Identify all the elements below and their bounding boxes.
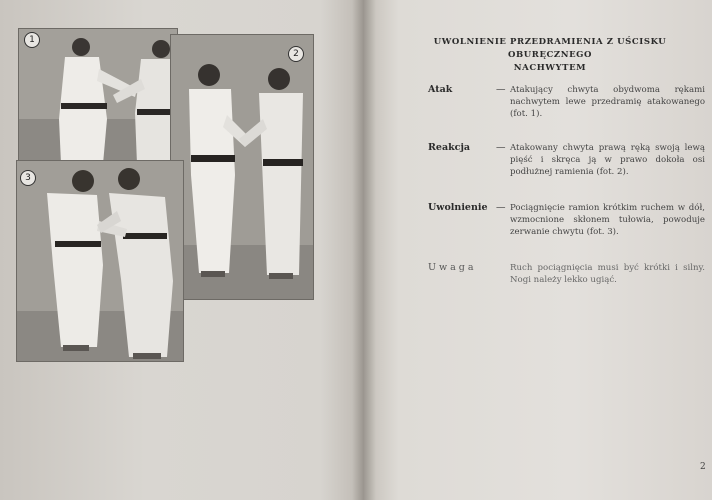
photo-2-illustration: [171, 35, 313, 299]
right-page: [364, 0, 712, 500]
section-heading-line-2: NACHWYTEM: [513, 63, 587, 73]
figure-number-1: 1: [24, 32, 40, 48]
entry-text: Pociągnięcie ramion krótkim ruchem w dół, wzmocnione skłonem tułowia, powoduje zerwanie chwytu (fot. 3).: [510, 203, 705, 237]
entry-term: Uwaga: [428, 262, 477, 273]
photo-1-illustration: [19, 29, 177, 164]
figure-number-2: 2: [288, 46, 304, 62]
figure-number-3: 3: [20, 170, 36, 186]
section-heading-line-1: UWOLNIENIE PRZEDRAMIENIA Z UŚCISKU OBURĘCZNEGO: [433, 37, 667, 60]
photo-2: [170, 34, 314, 300]
entry-term: Atak: [428, 84, 453, 95]
entry-dash: —: [496, 84, 506, 95]
entry-text: Atakowany chwyta prawą ręką swoją lewą pięść i skręca ją w prawo dokoła osi podłużnej ramienia (fot. 2).: [510, 143, 705, 177]
entry-term: Reakcja: [428, 142, 471, 153]
photo-3-illustration: [17, 161, 183, 361]
page-number: 2: [700, 462, 706, 472]
photo-3: [16, 160, 184, 362]
entry-text: Ruch pociągnięcia musi być krótki i silny. Nogi należy lekko ugiąć.: [510, 263, 705, 285]
section-heading: [410, 36, 690, 75]
entry-text: Atakujący chwyta obydwoma rękami nachwytem lewe przedramię atakowanego (fot. 1).: [510, 85, 705, 119]
book-gutter: [352, 0, 376, 500]
entry-term: Uwolnienie: [428, 202, 488, 213]
entry-dash: —: [496, 142, 506, 153]
entry-dash: —: [496, 202, 506, 213]
photo-1: [18, 28, 178, 165]
